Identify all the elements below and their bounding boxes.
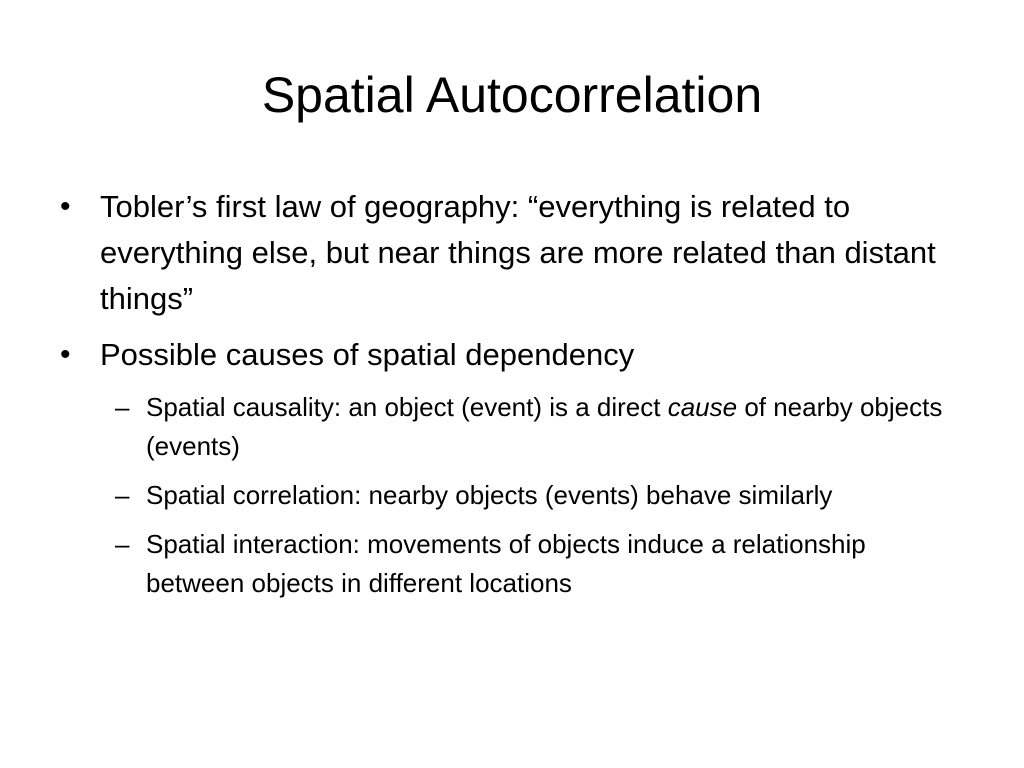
sub-bullet-marker: –	[115, 529, 130, 559]
sub-bullet-text: Spatial interaction: movements of objects induce a relationship between objects in different locations	[146, 529, 866, 598]
sub-bullet-marker: –	[115, 480, 130, 510]
slide-content	[58, 184, 968, 613]
bullet-marker: •	[60, 190, 71, 223]
bullet-text: Possible causes of spatial dependency	[100, 337, 635, 372]
sub-bullet-correlation	[58, 476, 968, 515]
sub-bullet-emphasis: cause	[667, 392, 738, 422]
sub-bullet-interaction	[58, 525, 968, 603]
sub-bullet-text-before: Spatial causality: an object (event) is a direct	[146, 392, 668, 422]
sub-bullet-text-after: of nearby objects (events)	[146, 392, 943, 461]
bullet-text: Tobler’s first law of geography: “everything is related to everything else, but near things are more related than distant things”	[100, 189, 936, 316]
bullet-tobler-law	[58, 184, 968, 322]
sub-bullet-marker: –	[115, 392, 130, 422]
bullet-marker: •	[60, 338, 71, 371]
sub-bullet-text: Spatial correlation: nearby objects (events) behave similarly	[146, 480, 833, 510]
bullet-causes	[58, 332, 968, 378]
slide-title: Spatial Autocorrelation	[261, 67, 763, 123]
sub-bullet-causality	[58, 388, 968, 466]
sub-bullet-list	[58, 388, 968, 603]
